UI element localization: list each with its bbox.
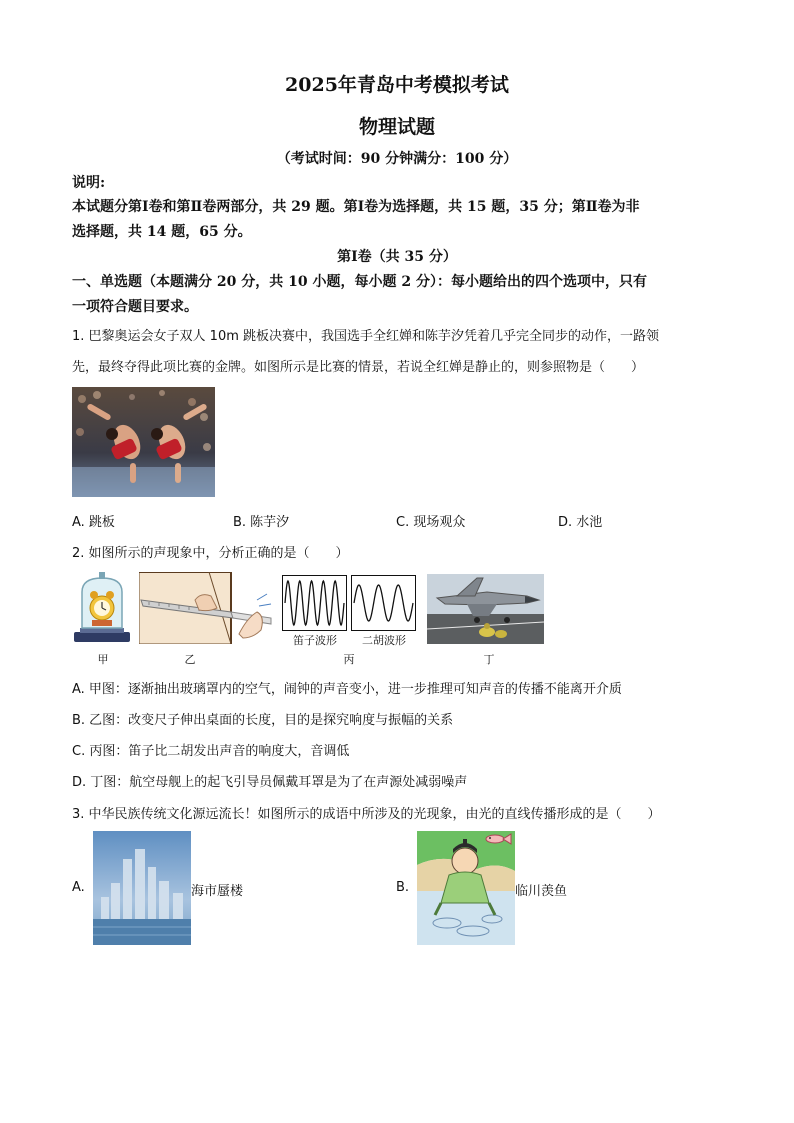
q1-diving-photo bbox=[72, 387, 215, 497]
q3-stem: 3. 中华民族传统文化源远流长！如图所示的成语中所涉及的光现象，由光的直线传播形成的是（ ） bbox=[72, 807, 661, 822]
q1-option-c[interactable]: C. 现场观众 bbox=[396, 515, 466, 530]
q3-option-a-letter[interactable]: A. bbox=[72, 880, 85, 895]
q1-option-b[interactable]: B. 陈芋汐 bbox=[233, 515, 290, 530]
instructions-label: 说明: bbox=[72, 175, 106, 191]
q1-stem-line-1: 1. 巴黎奥运会女子双人 10m 跳板决赛中，我国选手全红婵和陈芋汐凭着几乎完全同步的动作，一路领 bbox=[72, 329, 660, 344]
q2-option-a[interactable]: A. 甲图：逐渐抽出玻璃罩内的空气，闹钟的声音变小，进一步推理可知声音的传播不能离开介质 bbox=[72, 682, 622, 697]
q2-figure-bell-jar bbox=[72, 572, 132, 644]
q3-option-a-mirage-image[interactable] bbox=[93, 831, 191, 945]
section-heading-line-1: 一、单选题（本题满分 20 分，共 10 小题，每小题 2 分）：每小题给出的四个选项中，只有 bbox=[72, 274, 647, 290]
q2-option-b[interactable]: B. 乙图：改变尺子伸出桌面的长度，目的是探究响度与振幅的关系 bbox=[72, 713, 454, 728]
q2-option-c[interactable]: C. 丙图：笛子比二胡发出声音的响度大，音调低 bbox=[72, 744, 350, 759]
q1-option-a[interactable]: A. 跳板 bbox=[72, 515, 115, 530]
subject-title: 物理试题 bbox=[358, 116, 435, 138]
q2-label-jia: 甲 bbox=[97, 653, 109, 666]
q2-wave-label-erhu: 二胡波形 bbox=[362, 634, 406, 647]
q2-figure-carrier-jet bbox=[427, 574, 544, 644]
q2-label-ding: 丁 bbox=[483, 653, 495, 666]
exam-title: 2025年青岛中考模拟考试 bbox=[285, 74, 509, 96]
part1-heading: 第Ⅰ卷（共 35 分） bbox=[337, 249, 457, 265]
q3-option-b-text[interactable]: 临川羡鱼 bbox=[515, 884, 568, 899]
q1-stem-line-2: 先，最终夺得此项比赛的金牌。如图所示是比赛的情景，若说全红婵是静止的，则参照物是（ ） bbox=[72, 360, 645, 375]
q2-figure-ruler-table bbox=[139, 572, 272, 644]
instructions-line-2: 选择题，共 14 题，65 分。 bbox=[72, 224, 252, 240]
section-heading-line-2: 一项符合题目要求。 bbox=[72, 299, 198, 315]
q3-option-b-fish-image[interactable] bbox=[417, 831, 515, 945]
exam-time-info: （考试时间：90 分钟满分：100 分） bbox=[276, 151, 518, 167]
q1-option-d[interactable]: D. 水池 bbox=[558, 515, 603, 530]
q3-option-a-text[interactable]: 海市蜃楼 bbox=[191, 884, 244, 899]
q2-label-bing: 丙 bbox=[343, 653, 355, 666]
q2-wave-label-flute: 笛子波形 bbox=[293, 634, 337, 647]
q3-option-b-letter[interactable]: B. bbox=[396, 880, 410, 895]
q2-option-d[interactable]: D. 丁图：航空母舰上的起飞引导员佩戴耳罩是为了在声源处减弱噪声 bbox=[72, 775, 468, 790]
q2-label-yi: 乙 bbox=[184, 653, 196, 666]
q2-stem: 2. 如图所示的声现象中，分析正确的是（ ） bbox=[72, 546, 349, 561]
instructions-line-1: 本试题分第Ⅰ卷和第Ⅱ卷两部分，共 29 题。第Ⅰ卷为选择题，共 15 题，35 分；第Ⅱ卷为非 bbox=[72, 199, 640, 215]
